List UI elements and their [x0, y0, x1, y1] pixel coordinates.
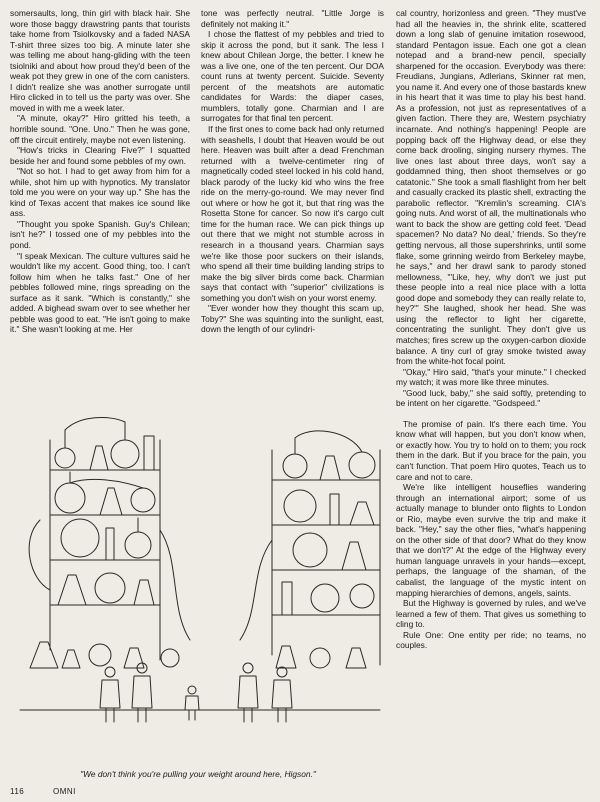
paragraph: "Thought you spoke Spanish. Guy's Chilean; isn't he?" I tossed one of my pebbles into the pond. — [10, 218, 190, 251]
text-column-3 — [396, 8, 586, 793]
paragraph: cal country, horizonless and green. "They must've had all the heavies in, the shrink elite, scattered down a long slab of genuine imitation rosewood, standard Pentagon issue. Each one got a clean notepad and a brand-new pencil, specially sharpened for the occasion. Everybody was there: Freudians, Jungians, Adlerians, Skinner rat men, you name it. And every one of those bastards knew in his heart that it was time to play his best hand. As a profession, not just as representatives of a given faction. There they are, Western psychiatry incarnate. And nothing's happening! People are popping back off the Highway dead, or else they come back drooling, singing nursery rhymes. The live ones last about three days, won't say a goddamned thing, then shoot themselves or go catatonic." She took a small flashlight from her belt and casually cracked its plastic shell, extracting the parabolic reflector. "Kremlin's screaming. CIA's going nuts. And worst of all, the multinationals who want to back the show are getting cold feet. 'Dead spacemen? No data? No deal,' friends. So they're getting nervous, all those supershrinks, until some flake, some grinning weirdo from Berkeley maybe, he says," and her drawl sank to parody stoned mellowness, "'Like, hey, why don't we just put these people into a real nice place with a lotta good dope and somebody they can really relate to, hey?'" She laughed, shook her head. She was using the reflector to light her cigarette, concentrating the sunlight. They don't give us matches; fires screw up the oxygen-carbon dioxide balance. A tiny curl of gray smoke twisted away from the white-hot focal point. — [396, 8, 586, 367]
paragraph: I chose the flattest of my pebbles and tried to skip it across the pond, but it sank. The less I knew about Chilean Jorge, the better. I knew he was a live one, one of the ten percent. Our DOA count runs at twenty percent. Suicide. Seventy percent of the meatshots are automatic candidates for Wards: the diaper cases, mumblers, totally gone. Charmian and I are surrogates for that final ten percent. — [201, 29, 384, 124]
scientist-higson-small — [185, 686, 199, 720]
scientist-left — [100, 667, 120, 722]
page-number: 116 — [10, 787, 25, 796]
paragraph: "How's tricks in Clearing Five?" I squatted beside her and found some pebbles of my own. — [10, 145, 190, 166]
scientist-far-right — [272, 667, 292, 722]
paragraph: "I speak Mexican. The culture vultures said he wouldn't like my accent. Good thing, too. I can't follow him when he talks fast." One of her pebbles followed mine, rings spreading on the surface as it sank. "Which is constantly," she added. A bighead swam over to see whether her pebble was good to eat. "He isn't going to make it." She wasn't looking at me. Her — [10, 250, 190, 335]
paragraph: "Ever wonder how they thought this scam up, Toby?" She was squinting into the sunlight, east, down the length of our cylindri- — [201, 303, 384, 335]
paragraph: The promise of pain. It's there each time. You know what will happen, but you don't know when, or exactly how. You try to hold on to them; you rock them in the dark. But if you brace for the pain, you can't function. That poem Hiro quotes, Teach us to care and not to care. — [396, 418, 586, 482]
text-column-2 — [201, 8, 384, 335]
paragraph: "Okay," Hiro said, "that's your minute." I checked my watch; it was more like three minutes. — [396, 366, 586, 388]
paragraph: somersaults, long, thin girl with black hair. She wore those baggy drawstring pants that tourists take home from Tsiolkovsky and a faded NASA T-shirt three sizes too big. A minute later she was telling me about hang-gliding with the teen tsiolniki and about how proud they'd been of the weak pot they grew in one of the corn canisters. I didn't realize she was another surrogate until Hiro clicked in to tell us the party was over. She moved in with me a week later. — [10, 8, 190, 113]
paragraph: "A minute, okay?" Hiro gritted his teeth, a horrible sound. "One. Uno." Then he was gone, off the circuit entirely, maybe not even listening. — [10, 113, 190, 145]
text-column-1 — [10, 8, 190, 335]
scientist-center-left — [132, 663, 152, 722]
lab-cartoon-illustration — [10, 410, 386, 780]
left-glassware-tower — [29, 417, 190, 668]
magazine-name: OMNI — [53, 787, 76, 796]
page-footer — [10, 787, 102, 796]
paragraph: tone was perfectly neutral. "Little Jorge is definitely not making it." — [201, 8, 384, 29]
scientist-right — [238, 663, 258, 722]
cartoon-caption: "We don't think you're pulling your weight around here, Higson." — [80, 769, 316, 779]
paragraph: Rule One: One entity per ride; no teams, no couples. — [396, 629, 586, 651]
right-glassware-tower — [240, 431, 380, 668]
paragraph: "Good luck, baby," she said softly, pretending to be intent on her cigarette. "Godspeed." — [396, 387, 586, 409]
paragraph: If the first ones to come back had only returned with seashells, I doubt that Heaven would be out here. Heaven was built after a dead Frenchman returned with a twelve-centimeter ring of magnetically coded steel locked in his cold hand, black parody of the lucky kid who wins the free ride on the merry-go-round. We may never find out where or how he got it, but that ring was the Rosetta Stone for cancer. So now it's cargo cult time for the human race. We can pick things up out there that we might not stumble across in research in a thousand years. Charmian says we're like those poor suckers on their islands, who spend all their time building landing strips to make the big silver birds come back. Charmian says that contact with "superior" civilizations is something you don't wish on your worst enemy. — [201, 124, 384, 303]
paragraph: "Not so hot. I had to get away from him for a while, shot him up with hypnotics. My translator told me you were on your way up." She has the kind of Texas accent that makes ice sound like ass. — [10, 166, 190, 219]
paragraph: We're like intelligent houseflies wandering through an international airport; some of us actually manage to blunder onto flights to London or Rio, maybe even survive the trip and make it back. "Hey," say the other flies, "what's happening on the other side of that door? What do they know that we don't?" At the edge of the Highway every human language unravels in your hands—except, perhaps, the language of the shaman, of the cabalist, the language of the mystic intent on mapping hierarchies of demons, angels, saints. — [396, 482, 586, 598]
paragraph: But the Highway is governed by rules, and we've learned a few of them. That gives us something to cling to. — [396, 598, 586, 630]
